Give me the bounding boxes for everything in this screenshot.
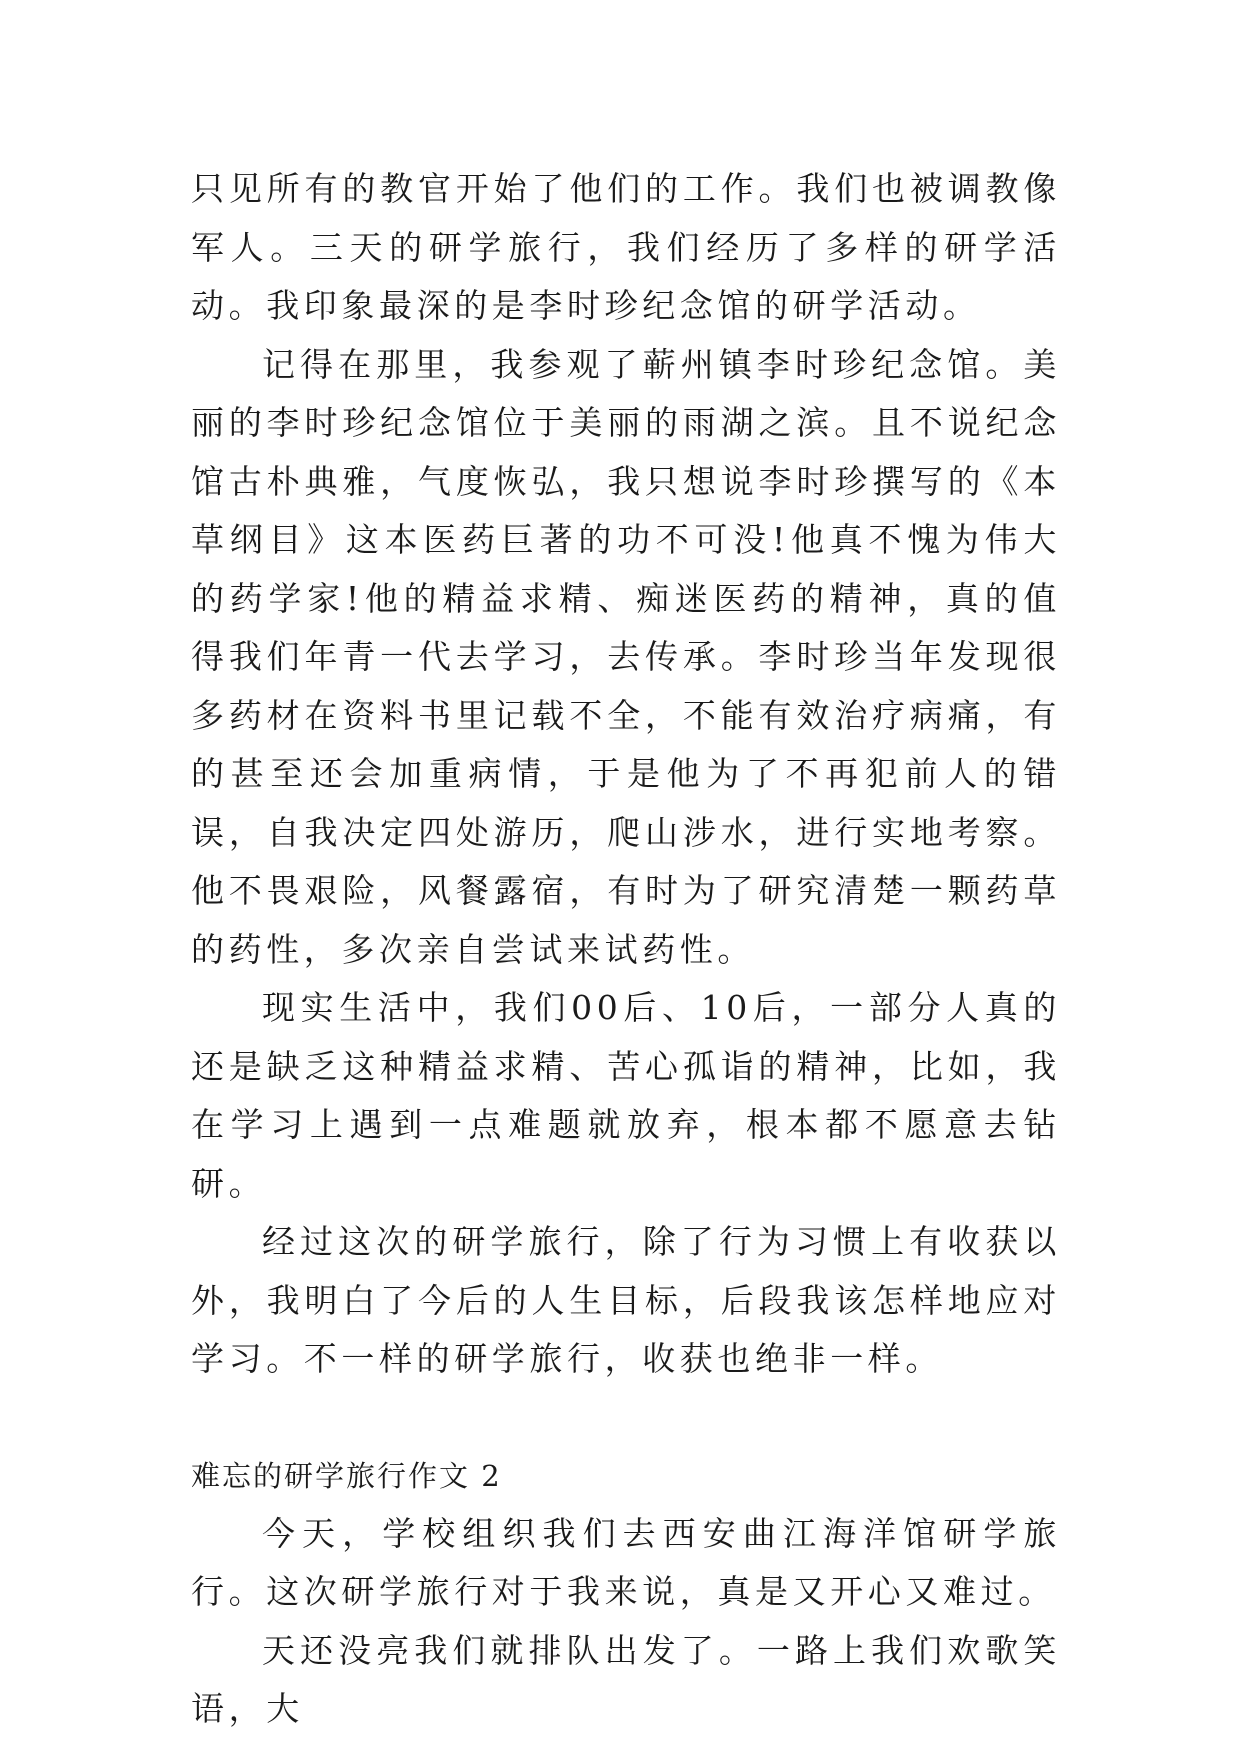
paragraph-intro: 只见所有的教官开始了他们的工作。我们也被调教像军人。三天的研学旅行，我们经历了多样的研学活动。我印象最深的是李时珍纪念馆的研学活动。 — [191, 169, 1061, 325]
paragraph-reflection: 现实生活中，我们00后、10后，一部分人真的还是缺乏这种精益求精、苦心孤诣的精神，比如，我在学习上遇到一点难题就放弃，根本都不愿意去钻研。 — [191, 988, 1061, 1203]
document-body — [191, 160, 1061, 1739]
section-title: 难忘的研学旅行作文 2 — [191, 1458, 502, 1493]
paragraph-essay2-departure: 天还没亮我们就排队出发了。一路上我们欢歌笑语，大 — [191, 1630, 1061, 1728]
paragraph-conclusion: 经过这次的研学旅行，除了行为习惯上有收获以外，我明白了今后的人生目标，后段我该怎样地应对学习。不一样的研学旅行，收获也绝非一样。 — [191, 1222, 1061, 1378]
paragraph-essay2-intro: 今天，学校组织我们去西安曲江海洋馆研学旅行。这次研学旅行对于我来说，真是又开心又难过。 — [191, 1513, 1061, 1611]
paragraph-memorial-visit: 记得在那里，我参观了蕲州镇李时珍纪念馆。美丽的李时珍纪念馆位于美丽的雨湖之滨。且不说纪念馆古朴典雅，气度恢弘，我只想说李时珍撰写的《本草纲目》这本医药巨著的功不可没!他真不愧为伟大的药学家!他的精益求精、痴迷医药的精神，真的值得我们年青一代去学习，去传承。李时珍当年发现很多药材在资料书里记载不全，不能有效治疗病痛，有的甚至还会加重病情，于是他为了不再犯前人的错误，自我决定四处游历，爬山涉水，进行实地考察。他不畏艰险，风餐露宿，有时为了研究清楚一颗药草的药性，多次亲自尝试来试药性。 — [191, 344, 1061, 969]
